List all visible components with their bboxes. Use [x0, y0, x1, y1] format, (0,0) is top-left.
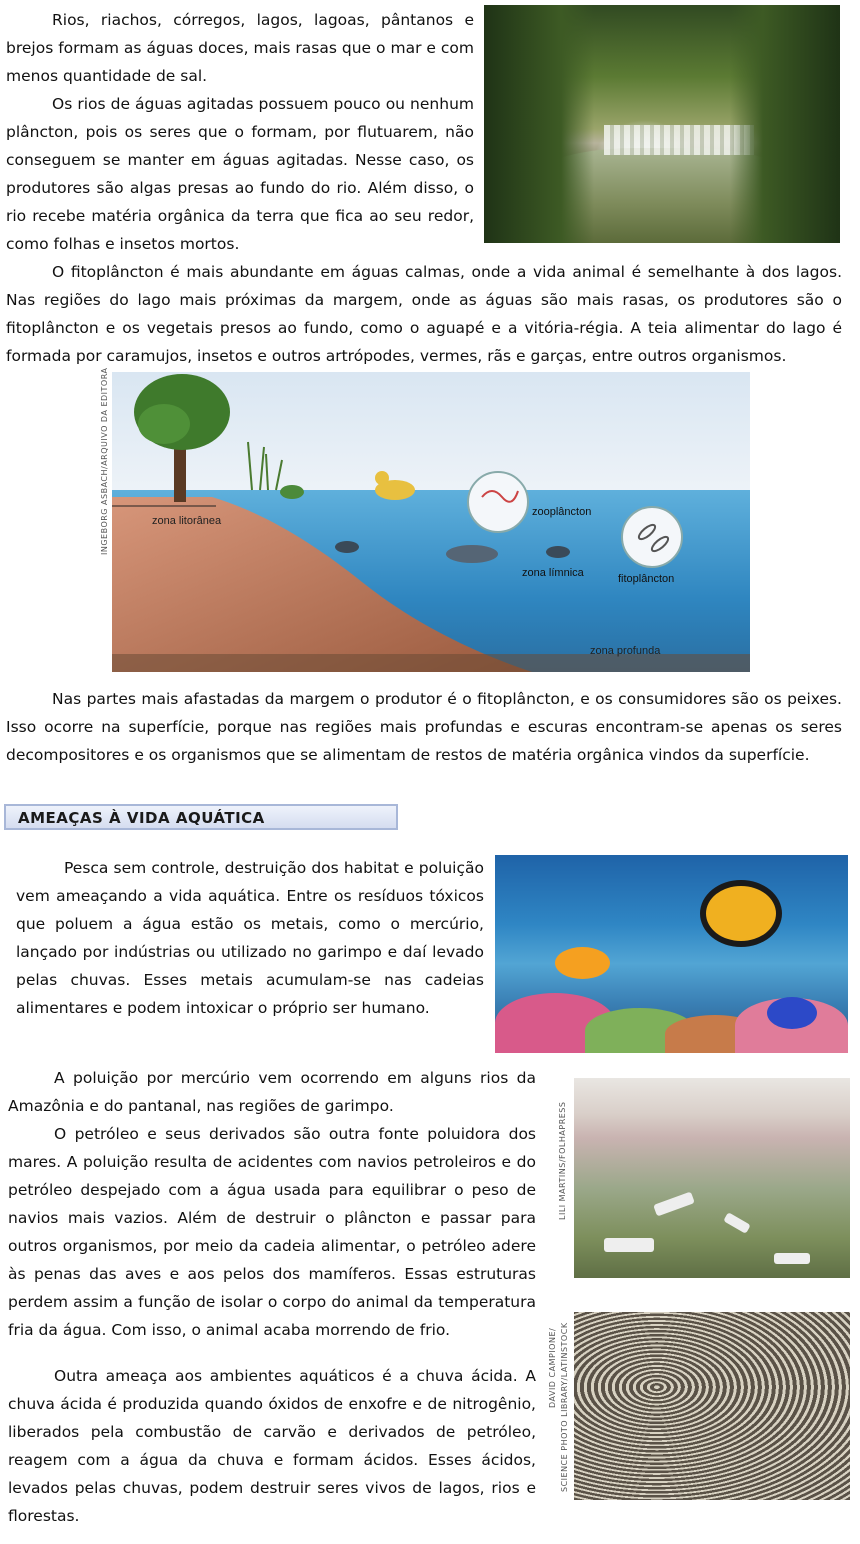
paragraph-mercury: A poluição por mercúrio vem ocorrendo em alguns rios da Amazônia e do pantanal, nas regiões de garimpo. — [8, 1069, 536, 1115]
lake-zones-diagram — [112, 372, 750, 672]
paragraph-agitated-rivers: Os rios de águas agitadas possuem pouco ou nenhum plâncton, pois os seres que o formam, por flutuarem, não conseguem se manter em águas agitadas. Nesse caso, os produtores são algas presas ao fundo do rio. Além disso, o rio recebe matéria orgânica da terra que fica ao seu redor, como folhas e insetos mortos. — [6, 95, 474, 253]
polluted-river-photo — [574, 1078, 850, 1278]
label-zona-profunda: zona profunda — [590, 645, 661, 657]
paragraph-far-from-shore: Nas partes mais afastadas da margem o produtor é o fitoplâncton, e os consumidores são os peixes. Isso ocorre na superfície, porque nas regiões mais profundas e escuras encontram-se apenas os seres decompositores e os organismos que se alimentam de restos de matéria orgânica vindos da superfície. — [6, 690, 842, 764]
pollution-photo-credit: LILI MARTINS/FOLHAPRESS — [558, 1101, 567, 1220]
paragraph-threats: Pesca sem controle, destruição dos habitat e poluição vem ameaçando a vida aquática. Entre os resíduos tóxicos que poluem a água estão os metais, como o mercúrio, lançado por indústrias ou utilizado no garimpo e daí levado pelas chuvas. Esses metais acumulam-se nas cadeias alimentares e podem intoxicar o próprio ser humano. — [16, 859, 484, 1017]
fish-photo-credit-line2: SCIENCE PHOTO LIBRARY/LATINSTOCK — [560, 1322, 569, 1492]
section-heading-text: AMEAÇAS À VIDA AQUÁTICA — [18, 809, 265, 827]
label-zooplancton: zooplâncton — [532, 506, 592, 518]
section-heading-threats — [4, 804, 398, 830]
label-zona-litoranea: zona litorânea — [152, 515, 222, 527]
fish-photo-credit-line1: DAVID CAMPIONE/ — [548, 1327, 557, 1408]
paragraph-acid-rain: Outra ameaça aos ambientes aquáticos é a chuva ácida. A chuva ácida é produzida quando óxidos de enxofre e de nitrogênio, liberados pela combustão de carvão e derivados de petróleo, reagem com a água da chuva e formam ácidos. Esses ácidos, levados pelas chuvas, podem destruir seres vivos de lagos, rios e florestas. — [8, 1367, 536, 1525]
paragraph-petroleum: O petróleo e seus derivados são outra fonte poluidora dos mares. A poluição resulta de acidentes com navios petroleiros e do petróleo despejado com a água usada para equilibrar o peso de navios mais vazios. Além de destruir o plâncton e passar para outros organismos, por meio da cadeia alimentar, o petróleo adere às penas das aves e aos pelos dos mamíferos. Essas estruturas perdem assim a função de isolar o corpo do animal da temperatura fria da água. Com isso, o animal acaba morrendo de frio. — [8, 1125, 536, 1339]
dead-fish-photo — [574, 1312, 850, 1500]
coral-reef-photo — [495, 855, 848, 1053]
paragraph-fresh-waters: Rios, riachos, córregos, lagos, lagoas, pântanos e brejos formam as águas doces, mais rasas que o mar e com menos quantidade de sal. — [6, 11, 474, 85]
diagram-credit: INGEBORG ASBACH/ARQUIVO DA EDITORA — [100, 367, 109, 555]
paragraph-calm-waters: O fitoplâncton é mais abundante em águas calmas, onde a vida animal é semelhante à dos lagos. Nas regiões do lago mais próximas da margem, onde as águas são mais rasas, os produtores são o fitoplâncton e os vegetais presos ao fundo, como o aguapé e a vitória-régia. A teia alimentar do lago é formada por caramujos, insetos e outros artrópodes, vermes, rãs e garças, entre outros organismos. — [6, 263, 842, 365]
forest-waterfall-photo — [484, 5, 840, 243]
label-fitoplancton: fitoplâncton — [618, 573, 675, 585]
label-zona-limnica: zona límnica — [522, 567, 584, 579]
